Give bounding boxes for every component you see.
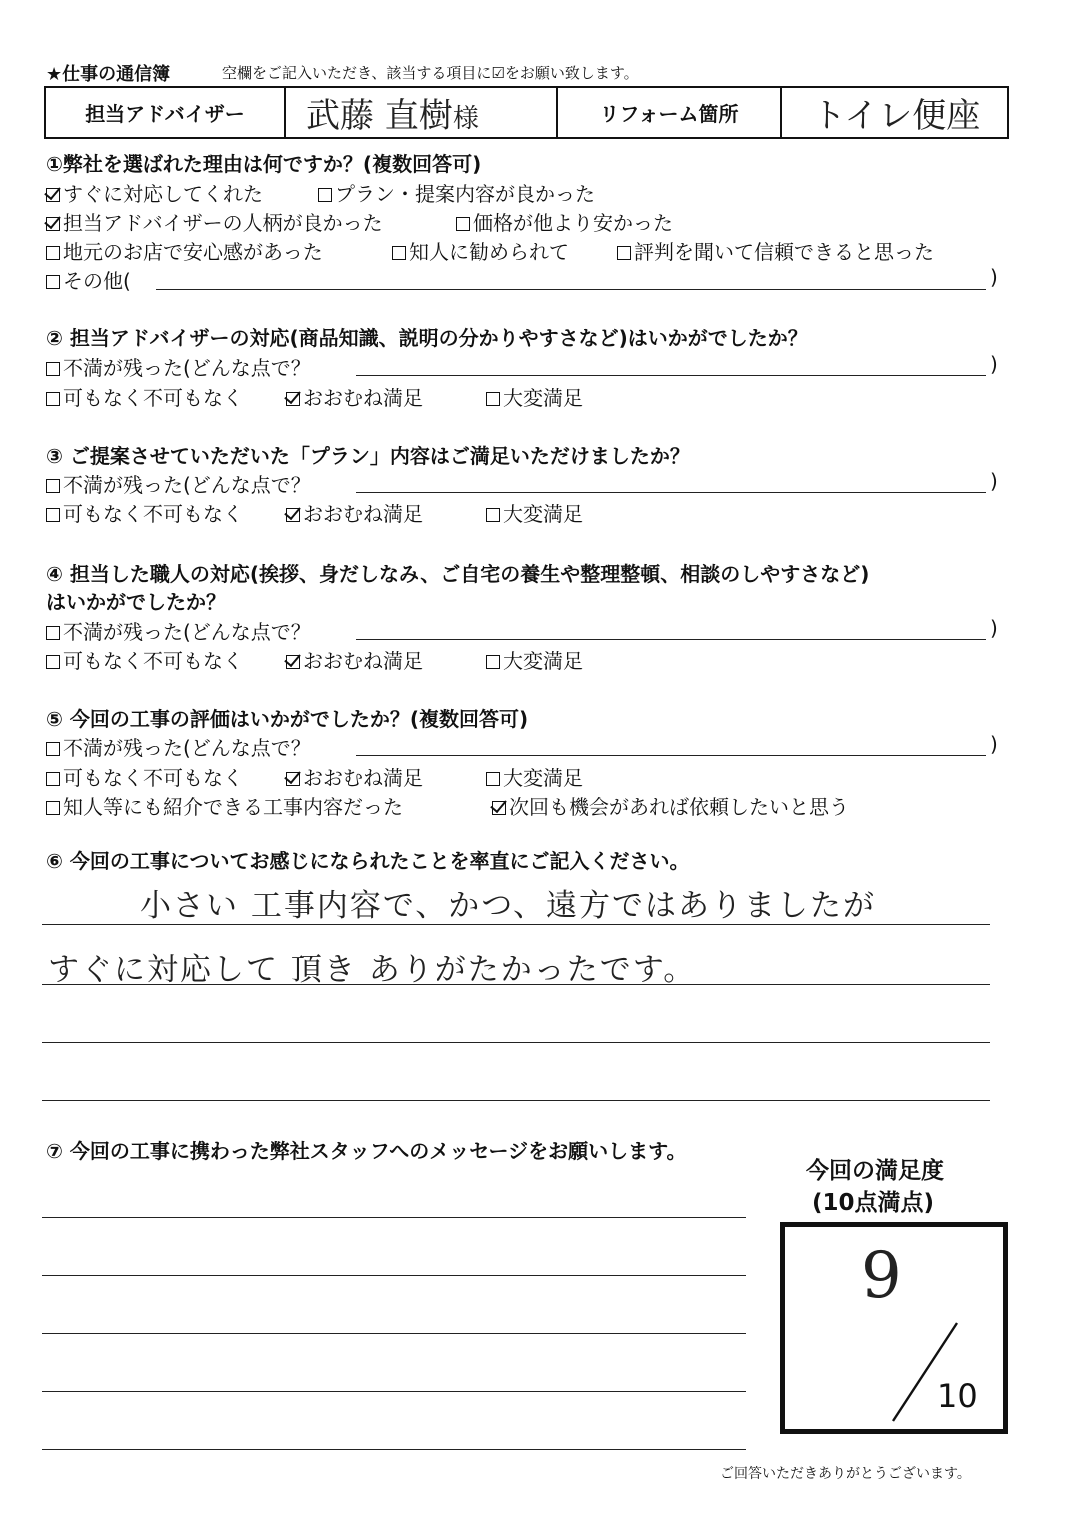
q7-line-5[interactable] <box>42 1449 746 1450</box>
q1-close-paren: ) <box>990 265 998 289</box>
reform-location: トイレ便座 <box>812 96 981 136</box>
checkbox[interactable] <box>46 772 60 786</box>
checkbox[interactable] <box>46 362 60 376</box>
satisfaction-max: 10 <box>937 1377 978 1415</box>
q6-answer-line-2: すぐに対応して 頂き ありがたかったです。 <box>48 952 697 988</box>
q6-line-3[interactable] <box>42 1042 990 1043</box>
checkbox[interactable] <box>486 772 500 786</box>
checkbox-checked[interactable] <box>492 801 506 815</box>
q1-title: ①弊社を選ばれた理由は何ですか？(複数回答可) <box>46 152 482 176</box>
q4-comment-line[interactable] <box>356 639 986 640</box>
advisor-name: 武藤 直樹 <box>306 96 453 136</box>
checkbox[interactable] <box>46 626 60 640</box>
q6-line-4[interactable] <box>42 1100 990 1101</box>
q1-option-other[interactable]: その他( <box>46 265 131 294</box>
checkbox[interactable] <box>46 392 60 406</box>
checkbox[interactable] <box>46 479 60 493</box>
q6-line-1[interactable] <box>42 924 990 925</box>
checkbox-checked[interactable] <box>286 392 300 406</box>
q1-option-7[interactable]: 評判を聞いて信頼できると思った <box>617 236 934 265</box>
checkbox-checked[interactable] <box>46 217 60 231</box>
q1-option-3[interactable]: 担当アドバイザーの人柄が良かった <box>46 207 383 236</box>
checkbox[interactable] <box>617 246 631 260</box>
checkbox-checked[interactable] <box>286 772 300 786</box>
q5-title: ⑤ 今回の工事の評価はいかがでしたか？(複数回答可) <box>46 707 529 731</box>
satisfaction-sublabel: (10点満点) <box>812 1190 935 1216</box>
q4-option-3[interactable]: おおむね満足 <box>286 645 423 674</box>
q3-option-1[interactable]: 不満が残った(どんな点で？ <box>46 469 311 498</box>
checkbox[interactable] <box>46 246 60 260</box>
advisor-suffix: 様 <box>452 104 479 134</box>
q2-option-1[interactable]: 不満が残った(どんな点で？ <box>46 352 311 381</box>
q4-option-1[interactable]: 不満が残った(どんな点で？ <box>46 616 311 645</box>
q2-option-3[interactable]: おおむね満足 <box>286 382 423 411</box>
checkbox[interactable] <box>486 392 500 406</box>
q5-option-1[interactable]: 不満が残った(どんな点で？ <box>46 732 311 761</box>
q2-comment-line[interactable] <box>356 375 986 376</box>
checkbox[interactable] <box>486 655 500 669</box>
checkbox[interactable] <box>46 655 60 669</box>
satisfaction-label: 今回の満足度 <box>806 1158 944 1184</box>
checkbox[interactable] <box>46 275 60 289</box>
q4-option-4[interactable]: 大変満足 <box>486 645 583 674</box>
satisfaction-score-box[interactable] <box>780 1222 1008 1434</box>
q2-option-2[interactable]: 可もなく不可もなく <box>46 382 243 411</box>
q7-line-2[interactable] <box>42 1275 746 1276</box>
satisfaction-score: 9 <box>861 1239 902 1313</box>
q5-close-paren: ) <box>990 732 998 756</box>
q7-line-3[interactable] <box>42 1333 746 1334</box>
q5-option-4[interactable]: 大変満足 <box>486 762 583 791</box>
q3-comment-line[interactable] <box>356 492 986 493</box>
q3-option-2[interactable]: 可もなく不可もなく <box>46 498 243 527</box>
q7-line-1[interactable] <box>42 1217 746 1218</box>
q5-comment-line[interactable] <box>356 755 986 756</box>
q1-option-1[interactable]: すぐに対応してくれた <box>46 178 263 207</box>
footer-thanks: ご回答いただきありがとうございます。 <box>720 1466 971 1482</box>
q1-other-line[interactable] <box>156 289 986 290</box>
q1-option-4[interactable]: 価格が他より安かった <box>456 207 673 236</box>
checkbox-checked[interactable] <box>286 655 300 669</box>
q5-option-6[interactable]: 次回も機会があれば依頼したいと思う <box>492 791 849 820</box>
q7-line-4[interactable] <box>42 1391 746 1392</box>
q2-option-4[interactable]: 大変満足 <box>486 382 583 411</box>
q4-close-paren: ) <box>990 616 998 640</box>
q5-option-5[interactable]: 知人等にも紹介できる工事内容だった <box>46 791 403 820</box>
q1-option-2[interactable]: プラン・提案内容が良かった <box>318 178 595 207</box>
checkbox-checked[interactable] <box>286 508 300 522</box>
q1-option-6[interactable]: 知人に勧められて <box>392 236 569 265</box>
advisor-name-field[interactable] <box>285 87 557 138</box>
checkbox-checked[interactable] <box>46 188 60 202</box>
header-table <box>44 86 1009 139</box>
q2-close-paren: ) <box>990 352 998 376</box>
advisor-label: 担当アドバイザー <box>45 87 285 138</box>
reform-location-field[interactable] <box>781 87 1008 138</box>
q4-title: ④ 担当した職人の対応(挨拶、身だしなみ、ご自宅の養生や整理整頓、相談のしやすさなど) <box>46 562 870 586</box>
q6-answer-line-1: 小さい 工事内容で、かつ、遠方ではありましたが <box>140 888 876 924</box>
q5-option-3[interactable]: おおむね満足 <box>286 762 423 791</box>
form-title: ★仕事の通信簿 <box>46 64 171 85</box>
q3-option-3[interactable]: おおむね満足 <box>286 498 423 527</box>
q7-title: ⑦ 今回の工事に携わった弊社スタッフへのメッセージをお願いします。 <box>46 1139 687 1163</box>
checkbox[interactable] <box>392 246 406 260</box>
reform-label: リフォーム箇所 <box>557 87 781 138</box>
form-instruction: 空欄をご記入いただき、該当する項目に☑をお願い致します。 <box>222 64 639 82</box>
checkbox[interactable] <box>456 217 470 231</box>
checkbox[interactable] <box>486 508 500 522</box>
q2-title: ② 担当アドバイザーの対応(商品知識、説明の分かりやすさなど)はいかがでしたか？ <box>46 326 808 350</box>
q3-title: ③ ご提案させていただいた「プラン」内容はご満足いただけましたか？ <box>46 444 690 468</box>
q6-title: ⑥ 今回の工事についてお感じになられたことを率直にご記入ください。 <box>46 849 690 873</box>
q4-title-2: はいかがでしたか？ <box>46 590 226 614</box>
checkbox[interactable] <box>318 188 332 202</box>
checkbox[interactable] <box>46 742 60 756</box>
q6-line-2[interactable] <box>42 984 990 985</box>
q4-option-2[interactable]: 可もなく不可もなく <box>46 645 243 674</box>
checkbox[interactable] <box>46 801 60 815</box>
q5-option-2[interactable]: 可もなく不可もなく <box>46 762 243 791</box>
q3-option-4[interactable]: 大変満足 <box>486 498 583 527</box>
q1-option-5[interactable]: 地元のお店で安心感があった <box>46 236 323 265</box>
checkbox[interactable] <box>46 508 60 522</box>
q3-close-paren: ) <box>990 469 998 493</box>
